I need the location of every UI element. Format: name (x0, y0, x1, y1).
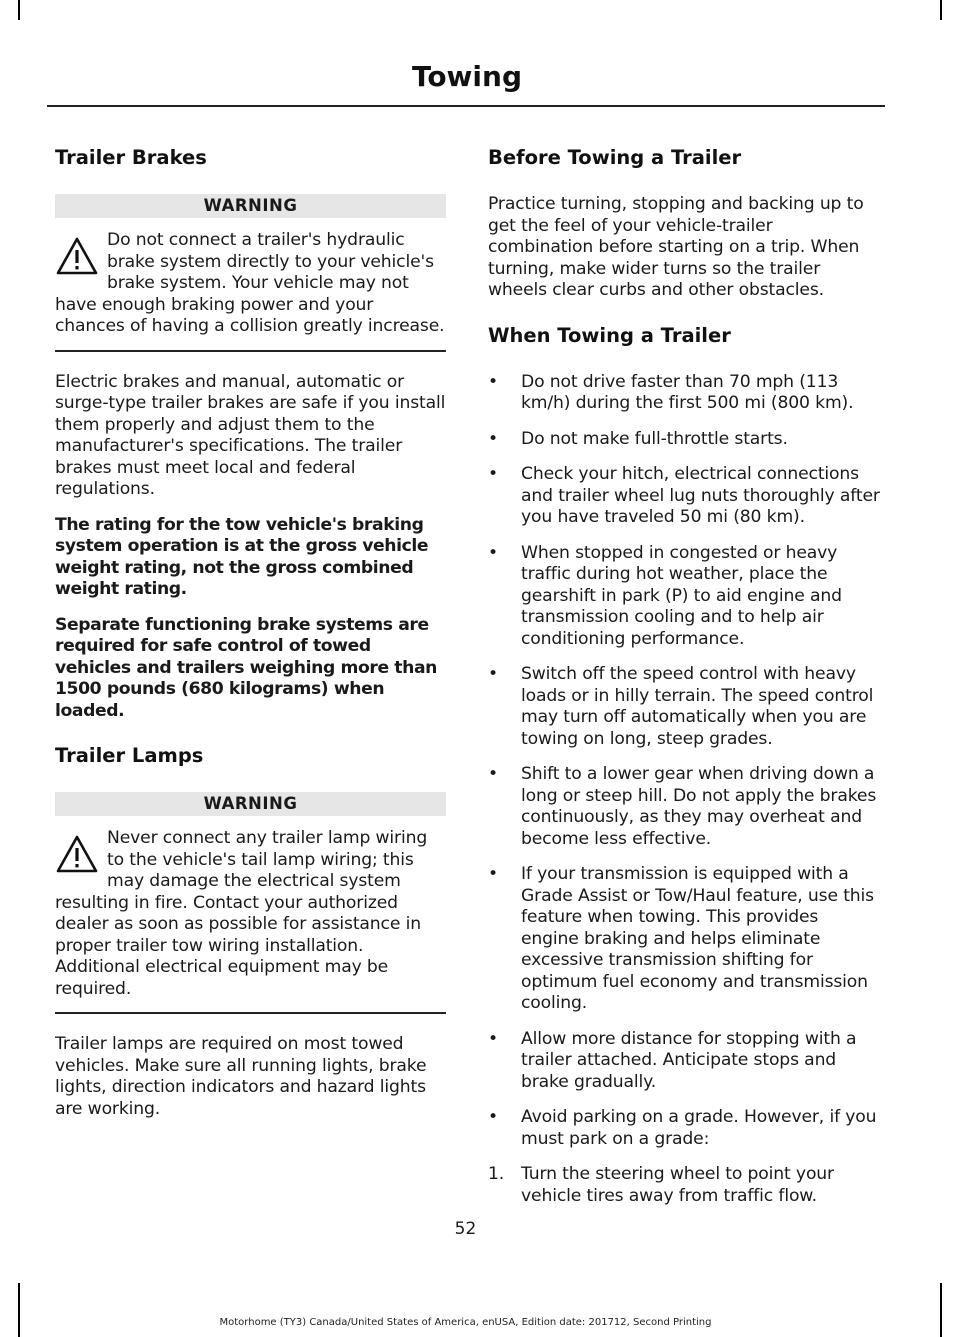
warning-body (55, 816, 446, 1000)
right-column (488, 146, 880, 1221)
list-item-text: Do not make full-throttle starts. (521, 428, 788, 449)
heading-trailer-brakes: Trailer Brakes (55, 146, 207, 169)
warning-label: WARNING (55, 194, 446, 218)
list-item (488, 764, 880, 850)
bullet-marker: • (488, 464, 498, 484)
header-rule (47, 105, 885, 107)
list-item-text: Do not drive faster than 70 mph (113 km/h) during the first 500 mi (800 km). (521, 371, 854, 413)
page-header-title: Towing (411, 60, 522, 93)
bullet-marker: • (488, 428, 498, 449)
crop-mark-top-right (940, 0, 942, 20)
warning-triangle-icon (55, 834, 99, 874)
numbered-item-text: Turn the steering wheel to point your vehicle tires away from traffic flow. (521, 1164, 834, 1206)
list-item-text: Avoid parking on a grade. However, if you must park on a grade: (521, 1107, 877, 1149)
paragraph-before-towing: Practice turning, stopping and backing up to get the feel of your vehicle-trailer combination before starting on a trip. When turning, make wider turns so the trailer wheels clear curbs and other obstacles. (488, 194, 864, 300)
left-column (55, 146, 446, 1134)
page-number: 52 (454, 1219, 477, 1239)
list-item (488, 664, 880, 750)
list-item (488, 864, 880, 1015)
heading-trailer-lamps: Trailer Lamps (55, 744, 204, 767)
bullet-marker: • (488, 1028, 498, 1049)
bold-paragraph-separate-brakes: Separate functioning brake systems are required for safe control of towed vehicles and trailers weighing more than 1500 pounds (680 kilograms) when loaded. (55, 614, 437, 721)
crop-mark-bottom-left (18, 1283, 20, 1337)
bullet-marker: • (488, 764, 498, 784)
heading-before-towing: Before Towing a Trailer (488, 146, 742, 169)
bullet-marker: • (488, 864, 498, 884)
warning-label: WARNING (55, 792, 446, 816)
warning-rule (55, 1012, 446, 1014)
parking-steps-list (488, 1164, 880, 1207)
bullet-marker: • (488, 371, 498, 392)
numbered-item (488, 1164, 880, 1207)
list-item (488, 464, 880, 529)
warning-body (55, 218, 446, 338)
heading-when-towing: When Towing a Trailer (488, 323, 731, 347)
list-item (488, 372, 880, 415)
list-item (488, 1107, 880, 1150)
list-item-text: If your transmission is equipped with a Grade Assist or Tow/Haul feature, use this feature when towing. This provides engine braking and helps eliminate excessive transmission shifting for optimum fuel economy and transmission cooling. (521, 864, 874, 1013)
bullet-marker: • (488, 1107, 498, 1127)
warning-box-trailer-brakes (55, 194, 446, 352)
list-item (488, 429, 880, 451)
list-item-text: Allow more distance for stopping with a trailer attached. Anticipate stops and brake gradually. (521, 1028, 857, 1092)
bold-paragraph-braking-rating: The rating for the tow vehicle's braking system operation is at the gross vehicle weight rating, not the gross combined weight rating. (55, 514, 429, 599)
list-item-text: When stopped in congested or heavy traffic during hot weather, place the gearshift in park (P) to aid engine and transmission cooling and to help air conditioning performance. (521, 542, 842, 649)
towing-tips-list (488, 372, 880, 1151)
list-item-text: Switch off the speed control with heavy loads or in hilly terrain. The speed control may turn off automatically when you are towing on long, steep grades. (521, 664, 874, 749)
footer-edition: Motorhome (TY3) Canada/United States of America, enUSA, Edition date: 201712, Second Printing (219, 1317, 712, 1328)
crop-mark-bottom-right (940, 1283, 942, 1337)
list-item (488, 1029, 880, 1094)
paragraph-electric-brakes: Electric brakes and manual, automatic or surge-type trailer brakes are safe if you install them properly and adjust them to the manufacturer's specifications. The trailer brakes must meet local and federal regulations. (55, 371, 446, 499)
warning-triangle-icon (55, 236, 99, 276)
list-item-text: Check your hitch, electrical connections and trailer wheel lug nuts thoroughly after you have traveled 50 mi (80 km). (521, 464, 880, 527)
warning-box-trailer-lamps (55, 792, 446, 1014)
warning-rule (55, 350, 446, 352)
warning-text: Do not connect a trailer's hydraulic brake system directly to your vehicle's brake system. Your vehicle may not have enough braking power and your chances of having a collision greatly increase. (55, 230, 445, 336)
number-marker: 1. (488, 1164, 505, 1184)
paragraph-trailer-lamps: Trailer lamps are required on most towed vehicles. Make sure all running lights, brake lights, direction indicators and hazard lights are working. (55, 1034, 427, 1119)
warning-text: Never connect any trailer lamp wiring to the vehicle's tail lamp wiring; this may damage the electrical system resulting in fire. Contact your authorized dealer as soon as possible for assistance in proper trailer tow wiring installation. Additional electrical equipment may be required. (55, 828, 428, 999)
bullet-marker: • (488, 664, 498, 684)
list-item-text: Shift to a lower gear when driving down a long or steep hill. Do not apply the brakes continuously, as they may overheat and become less effective. (521, 764, 877, 849)
bullet-marker: • (488, 542, 498, 563)
crop-mark-top-left (18, 0, 20, 20)
list-item (488, 543, 880, 651)
